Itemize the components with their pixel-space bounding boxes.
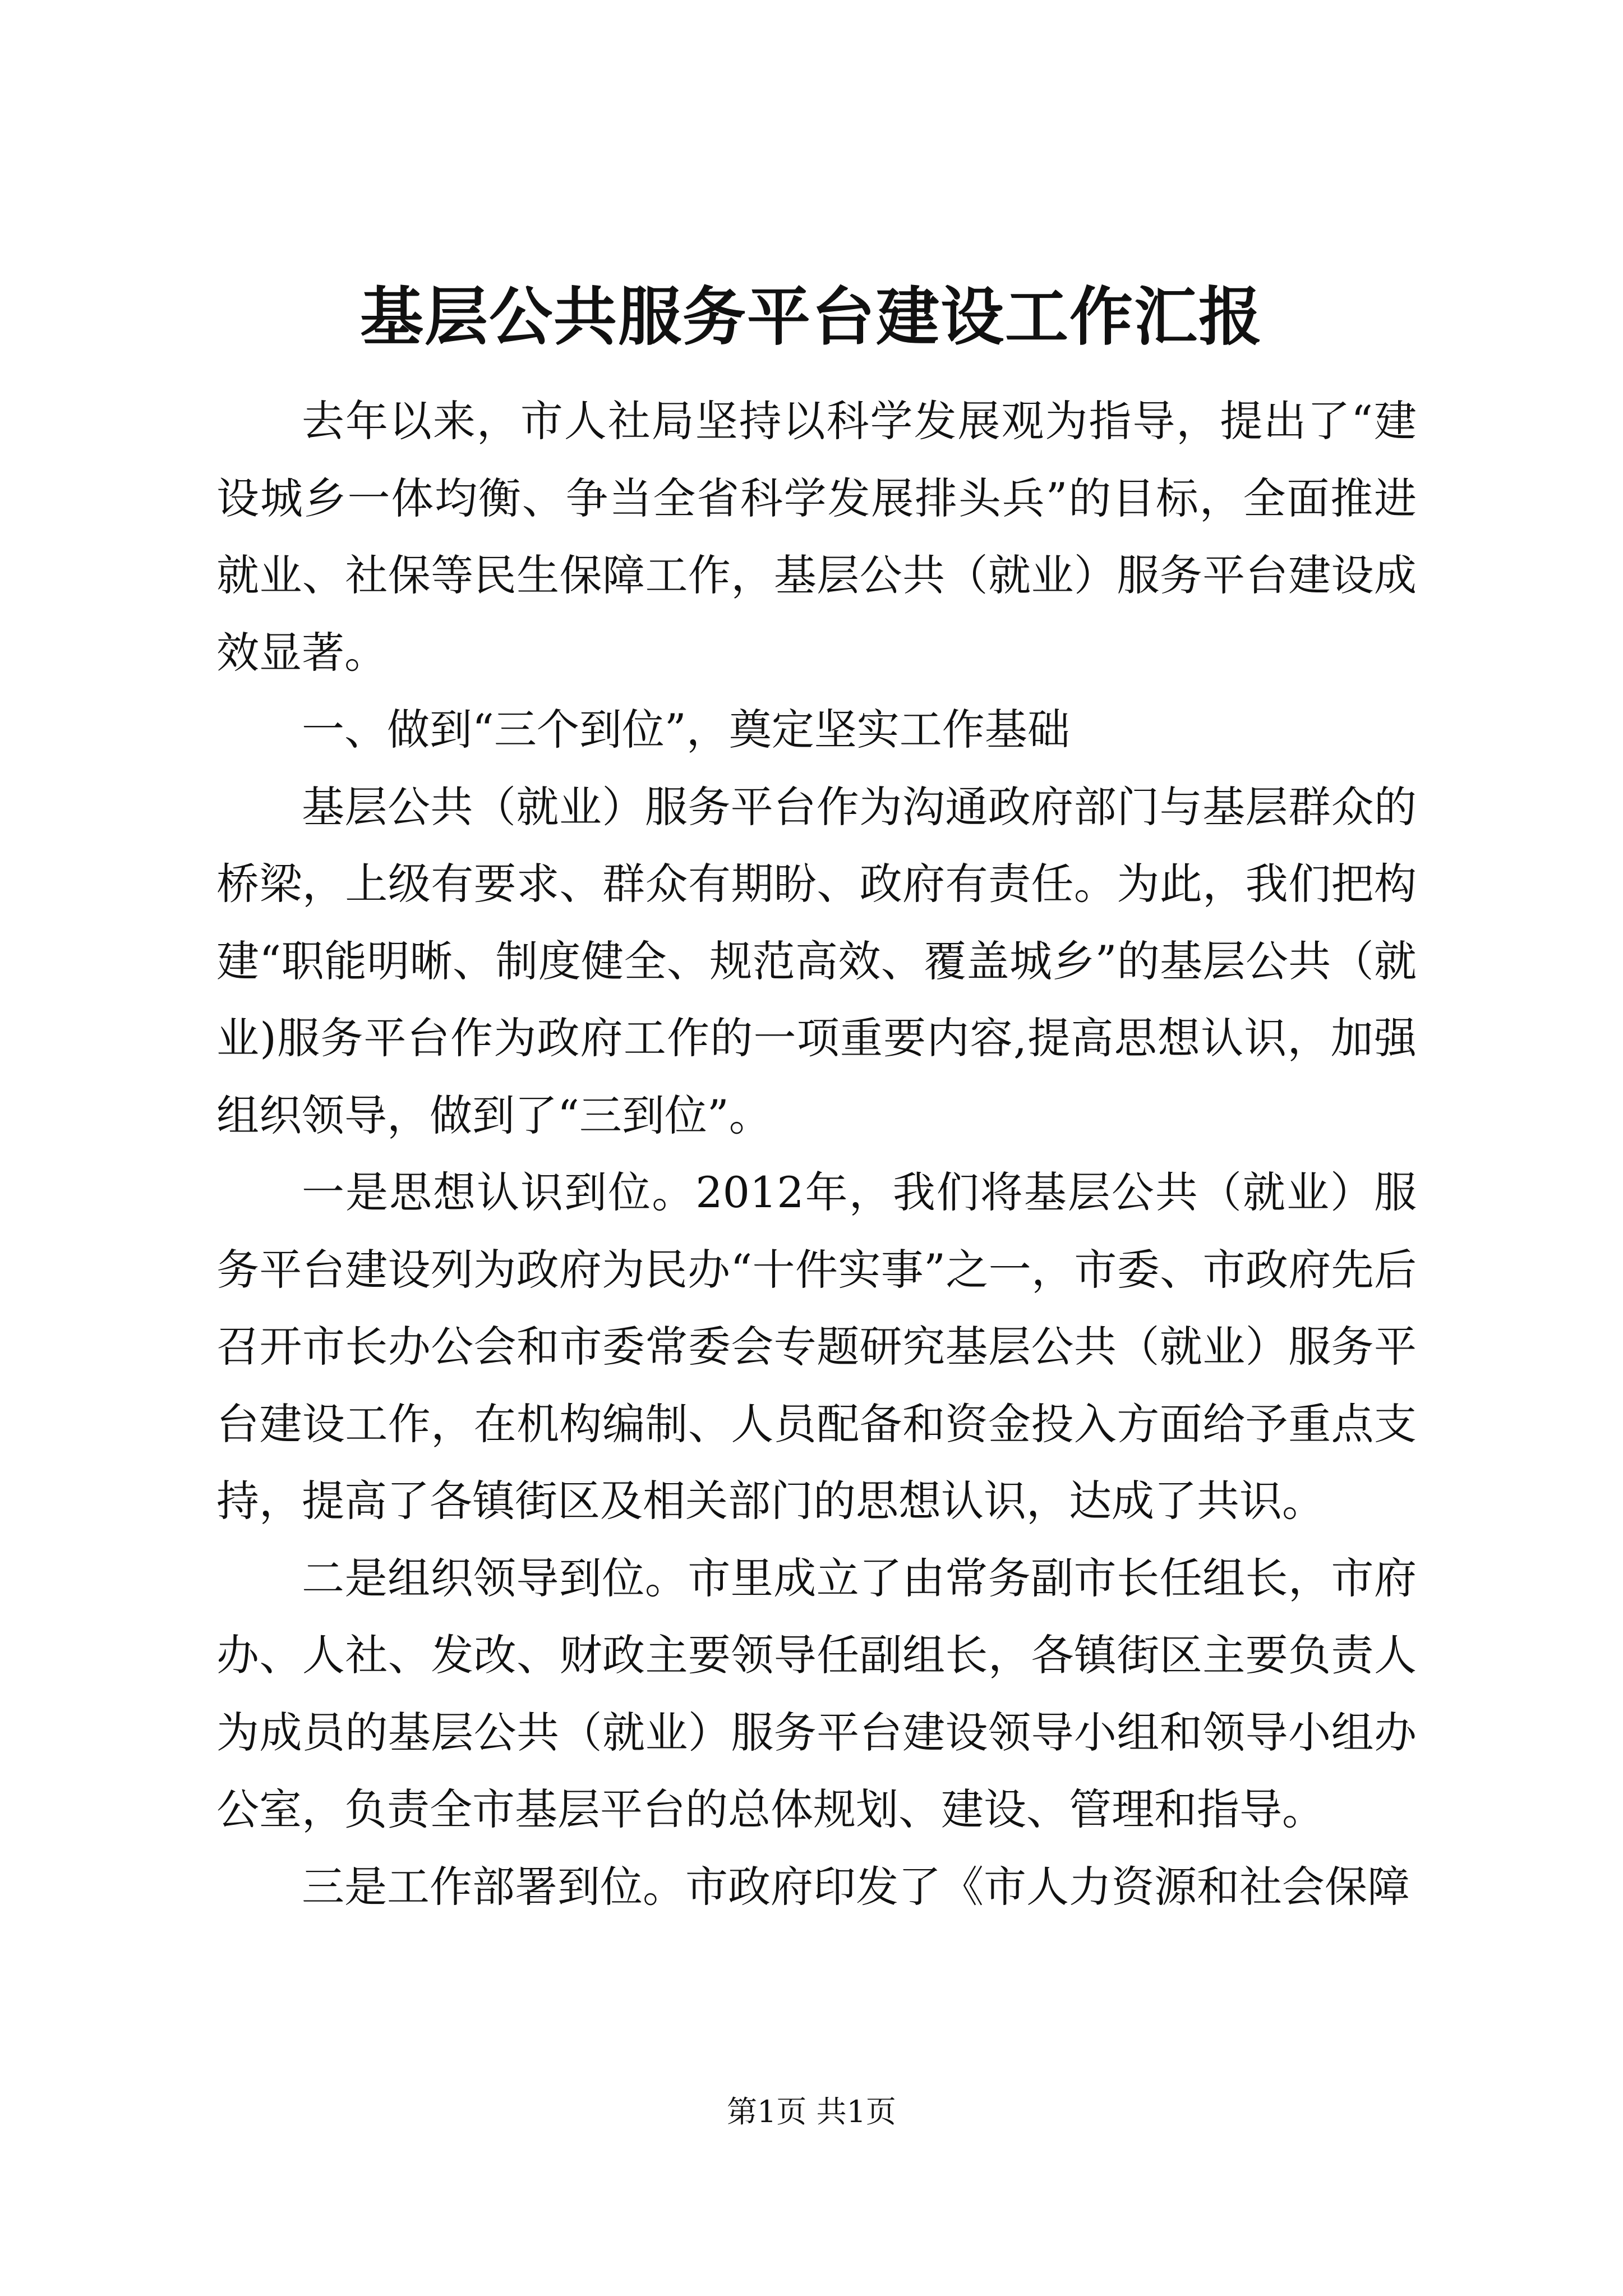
paragraph-thinking: 一是思想认识到位。2012年，我们将基层公共（就业）服务平台建设列为政府为民办“十件实事”之一，市委、市政府先后召开市长办公会和市委常委会专题研究基层公共（就业）服务平台建设工作，在机构编制、人员配备和资金投入方面给予重点支持，提高了各镇街区及相关部门的思想认识，达成了共识。 [216, 1167, 1417, 1526]
document-body [216, 383, 1417, 1925]
paragraph-leadership: 二是组织领导到位。市里成立了由常务副市长任组长，市府办、人社、发改、财政主要领导任副组长，各镇街区主要负责人为成员的基层公共（就业）服务平台建设领导小组和领导小组办公室，负责全市基层平台的总体规划、建设、管理和指导。 [216, 1553, 1417, 1834]
section-heading-1: 一、做到“三个到位”，奠定坚实工作基础 [302, 705, 1070, 754]
document-title: 基层公共服务平台建设工作汇报 [360, 279, 1263, 354]
page-footer: 第1页 共1页 [727, 2094, 896, 2129]
paragraph-intro: 去年以来，市人社局坚持以科学发展观为指导，提出了“建设城乡一体均衡、争当全省科学发展排头兵”的目标，全面推进就业、社保等民生保障工作，基层公共（就业）服务平台建设成效显著。 [216, 396, 1417, 678]
paragraph-deployment: 三是工作部署到位。市政府印发了《市人力资源和社会保障 [302, 1861, 1410, 1912]
paragraph-platform-role: 基层公共（就业）服务平台作为沟通政府部门与基层群众的桥梁，上级有要求、群众有期盼、政府有责任。为此，我们把构建“职能明晰、制度健全、规范高效、覆盖城乡”的基层公共（就业)服务平台作为政府工作的一项重要内容,提高思想认识，加强组织领导，做到了“三到位”。 [216, 781, 1417, 1140]
